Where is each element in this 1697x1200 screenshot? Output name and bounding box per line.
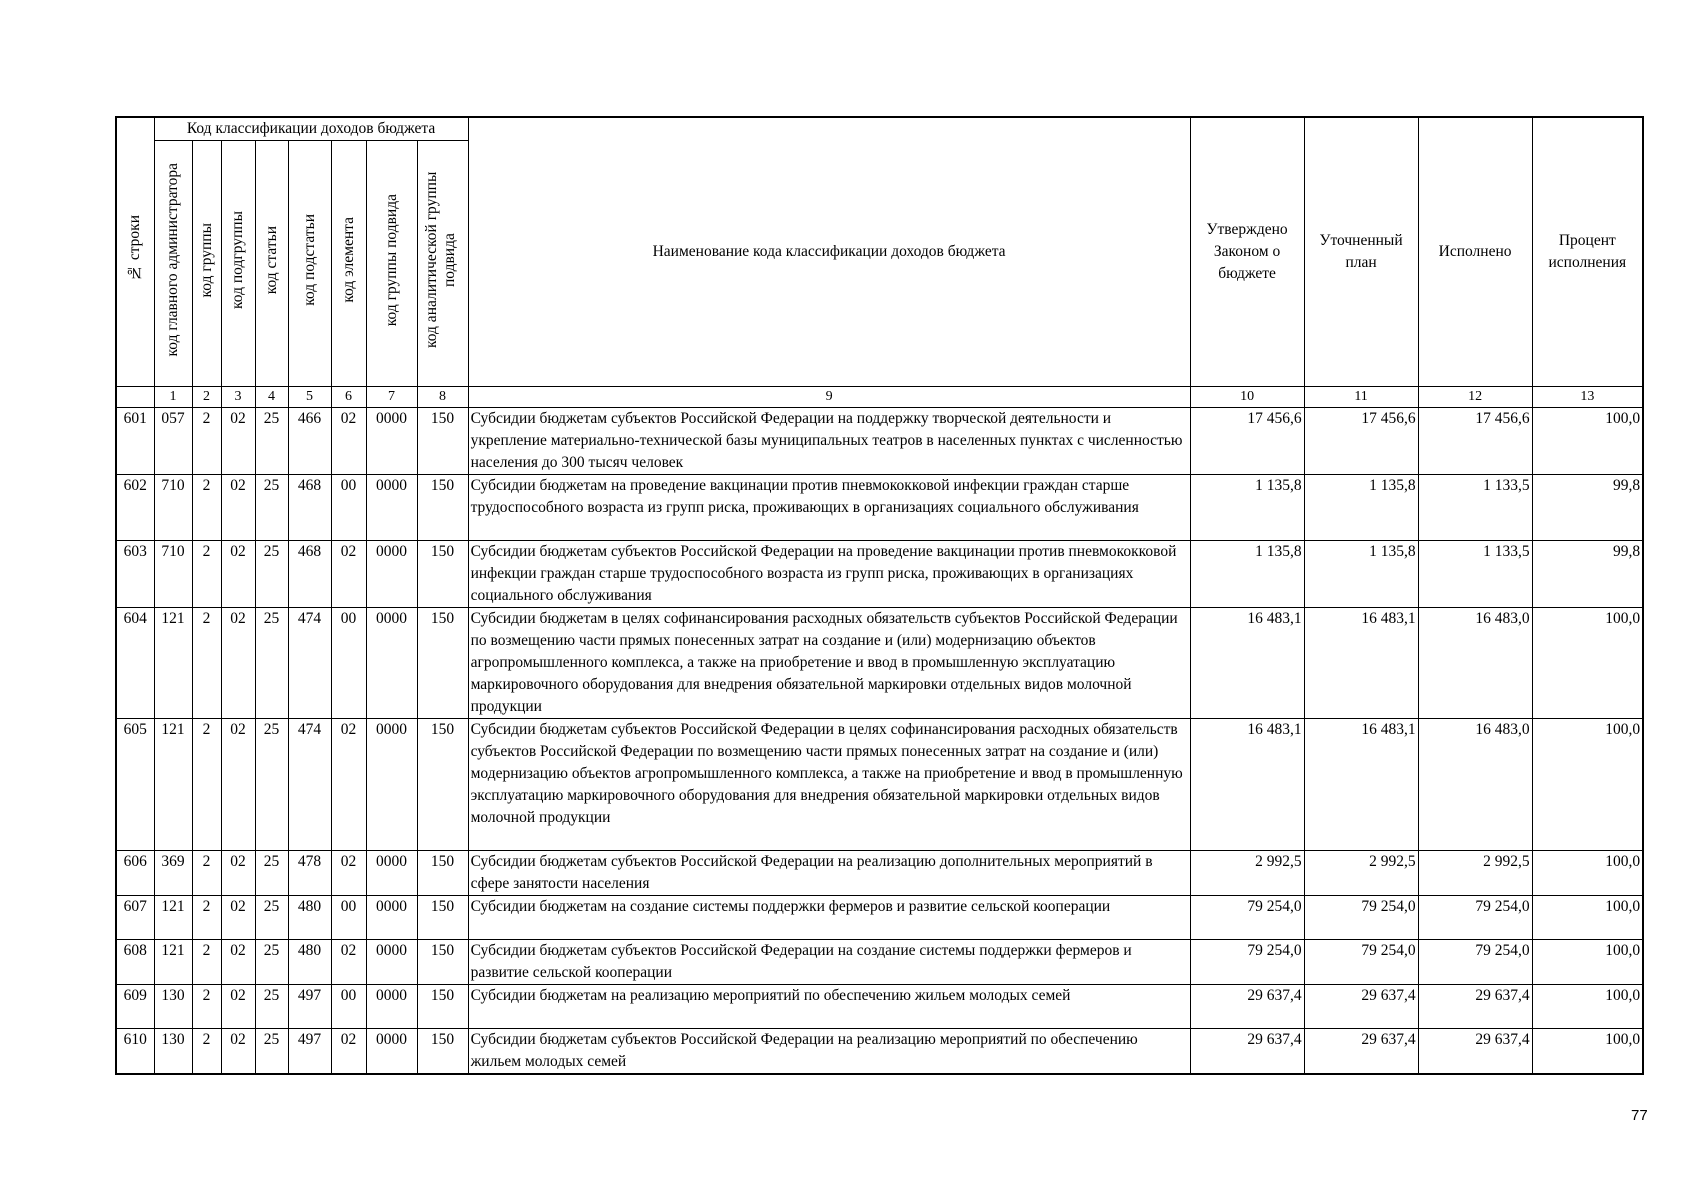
column-number: 3 bbox=[221, 387, 255, 408]
code-element: 00 bbox=[331, 475, 366, 541]
code-group: 2 bbox=[192, 896, 221, 940]
column-number: 2 bbox=[192, 387, 221, 408]
code-subtype-group: 0000 bbox=[366, 985, 417, 1029]
code-admin: 130 bbox=[154, 1029, 192, 1075]
approved-value: 79 254,0 bbox=[1190, 896, 1304, 940]
income-name: Субсидии бюджетам в целях софинансирования расходных обязательств субъектов Российской Федерации по возмещению части прямых понесенных затрат на создание и (или) модернизацию объектов агропромышленного комплекса, а также на приобретение и ввод в промышленную эксплуатацию маркировочного оборудования для внедрения обязательной маркировки отдельных видов молочной продукции bbox=[468, 608, 1190, 719]
column-number: 5 bbox=[288, 387, 331, 408]
table-row bbox=[116, 896, 1643, 940]
code-element: 00 bbox=[331, 985, 366, 1029]
row-number: 606 bbox=[116, 851, 154, 896]
percent-value: 100,0 bbox=[1532, 985, 1643, 1029]
income-name: Субсидии бюджетам субъектов Российской Федерации в целях софинансирования расходных обязательств субъектов Российской Федерации по возмещению части прямых понесенных затрат на создание и (или) модернизацию объектов агропромышленного комплекса, а также на приобретение и ввод в промышленную эксплуатацию маркировочного оборудования для внедрения обязательной маркировки отдельных видов молочной продукции bbox=[468, 719, 1190, 851]
header-code-analytic-group bbox=[417, 141, 468, 387]
percent-value: 100,0 bbox=[1532, 896, 1643, 940]
row-number: 610 bbox=[116, 1029, 154, 1075]
header-row-number bbox=[116, 117, 154, 387]
executed-value: 16 483,0 bbox=[1418, 608, 1532, 719]
code-element: 02 bbox=[331, 719, 366, 851]
code-subtype-group: 0000 bbox=[366, 608, 417, 719]
code-subgroup: 02 bbox=[221, 896, 255, 940]
code-element: 02 bbox=[331, 541, 366, 608]
row-number: 603 bbox=[116, 541, 154, 608]
code-article: 25 bbox=[255, 851, 288, 896]
code-group: 2 bbox=[192, 541, 221, 608]
code-analytic-group: 150 bbox=[417, 896, 468, 940]
percent-value: 99,8 bbox=[1532, 541, 1643, 608]
refined-value: 16 483,1 bbox=[1304, 608, 1418, 719]
code-group: 2 bbox=[192, 851, 221, 896]
table-row bbox=[116, 475, 1643, 541]
code-article: 25 bbox=[255, 408, 288, 475]
table-row bbox=[116, 985, 1643, 1029]
income-name: Субсидии бюджетам на проведение вакцинации против пневмококковой инфекции граждан старше трудоспособного возраста из групп риска, проживающих в организациях социального обслуживания bbox=[468, 475, 1190, 541]
code-admin: 710 bbox=[154, 475, 192, 541]
refined-value: 29 637,4 bbox=[1304, 985, 1418, 1029]
code-analytic-group: 150 bbox=[417, 475, 468, 541]
budget-income-table bbox=[115, 116, 1644, 1075]
income-name: Субсидии бюджетам субъектов Российской Федерации на реализацию дополнительных мероприятий в сфере занятости населения bbox=[468, 851, 1190, 896]
code-subarticle: 474 bbox=[288, 719, 331, 851]
code-admin: 121 bbox=[154, 608, 192, 719]
column-number: 13 bbox=[1532, 387, 1643, 408]
code-article: 25 bbox=[255, 541, 288, 608]
row-number: 601 bbox=[116, 408, 154, 475]
refined-value: 17 456,6 bbox=[1304, 408, 1418, 475]
approved-value: 17 456,6 bbox=[1190, 408, 1304, 475]
row-number: 605 bbox=[116, 719, 154, 851]
percent-value: 100,0 bbox=[1532, 608, 1643, 719]
code-analytic-group: 150 bbox=[417, 851, 468, 896]
column-number: 6 bbox=[331, 387, 366, 408]
executed-value: 29 637,4 bbox=[1418, 1029, 1532, 1075]
approved-value: 2 992,5 bbox=[1190, 851, 1304, 896]
code-subgroup: 02 bbox=[221, 1029, 255, 1075]
code-subtype-group: 0000 bbox=[366, 541, 417, 608]
code-subtype-group: 0000 bbox=[366, 475, 417, 541]
percent-value: 100,0 bbox=[1532, 719, 1643, 851]
code-element: 00 bbox=[331, 896, 366, 940]
code-group: 2 bbox=[192, 985, 221, 1029]
header-approved: Утверждено Законом о бюджете bbox=[1190, 117, 1304, 387]
income-name: Субсидии бюджетам на реализацию мероприятий по обеспечению жильем молодых семей bbox=[468, 985, 1190, 1029]
column-number: 9 bbox=[468, 387, 1190, 408]
approved-value: 16 483,1 bbox=[1190, 719, 1304, 851]
executed-value: 17 456,6 bbox=[1418, 408, 1532, 475]
approved-value: 1 135,8 bbox=[1190, 475, 1304, 541]
table-row bbox=[116, 408, 1643, 475]
code-admin: 369 bbox=[154, 851, 192, 896]
header-code-admin bbox=[154, 141, 192, 387]
header-code-group-col bbox=[192, 141, 221, 387]
refined-value: 79 254,0 bbox=[1304, 896, 1418, 940]
header-code-group-label: код группы bbox=[197, 222, 215, 298]
code-admin: 121 bbox=[154, 719, 192, 851]
code-subgroup: 02 bbox=[221, 985, 255, 1029]
code-admin: 057 bbox=[154, 408, 192, 475]
code-admin: 130 bbox=[154, 985, 192, 1029]
code-article: 25 bbox=[255, 719, 288, 851]
code-analytic-group: 150 bbox=[417, 408, 468, 475]
code-subgroup: 02 bbox=[221, 719, 255, 851]
income-name: Субсидии бюджетам субъектов Российской Федерации на поддержку творческой деятельности и укрепление материально-технической базы муниципальных театров в населенных пунктах с численностью населения до 300 тысяч человек bbox=[468, 408, 1190, 475]
approved-value: 1 135,8 bbox=[1190, 541, 1304, 608]
code-subarticle: 468 bbox=[288, 541, 331, 608]
executed-value: 1 133,5 bbox=[1418, 475, 1532, 541]
refined-value: 1 135,8 bbox=[1304, 541, 1418, 608]
row-number: 608 bbox=[116, 940, 154, 985]
code-subarticle: 466 bbox=[288, 408, 331, 475]
table-row bbox=[116, 940, 1643, 985]
code-subgroup: 02 bbox=[221, 541, 255, 608]
code-admin: 121 bbox=[154, 940, 192, 985]
code-subarticle: 478 bbox=[288, 851, 331, 896]
code-element: 02 bbox=[331, 408, 366, 475]
row-number: 604 bbox=[116, 608, 154, 719]
refined-value: 1 135,8 bbox=[1304, 475, 1418, 541]
code-article: 25 bbox=[255, 1029, 288, 1075]
percent-value: 99,8 bbox=[1532, 475, 1643, 541]
header-code-analytic-group-label: код аналитической группы подвида bbox=[422, 171, 458, 349]
code-subgroup: 02 bbox=[221, 475, 255, 541]
header-code-subtype-group bbox=[366, 141, 417, 387]
income-name: Субсидии бюджетам на создание системы поддержки фермеров и развитие сельской кооперации bbox=[468, 896, 1190, 940]
approved-value: 29 637,4 bbox=[1190, 1029, 1304, 1075]
column-number: 12 bbox=[1418, 387, 1532, 408]
header-code-subgroup-label: код подгруппы bbox=[229, 211, 246, 309]
income-name: Субсидии бюджетам субъектов Российской Федерации на проведение вакцинации против пневмококковой инфекции граждан старше трудоспособного возраста из групп риска, проживающих в организациях социального обслуживания bbox=[468, 541, 1190, 608]
code-group: 2 bbox=[192, 940, 221, 985]
code-subgroup: 02 bbox=[221, 608, 255, 719]
header-code-subarticle bbox=[288, 141, 331, 387]
code-group: 2 bbox=[192, 719, 221, 851]
header-code-subtype-group-label: код группы подвида bbox=[382, 193, 400, 327]
code-subtype-group: 0000 bbox=[366, 719, 417, 851]
header-code-subgroup bbox=[221, 141, 255, 387]
header-code-element-label: код элемента bbox=[339, 217, 357, 303]
refined-value: 79 254,0 bbox=[1304, 940, 1418, 985]
header-code-admin-label: код главного администратора bbox=[164, 163, 181, 357]
column-number: 8 bbox=[417, 387, 468, 408]
header-code-article bbox=[255, 141, 288, 387]
code-subarticle: 468 bbox=[288, 475, 331, 541]
column-number: 11 bbox=[1304, 387, 1418, 408]
approved-value: 16 483,1 bbox=[1190, 608, 1304, 719]
code-subarticle: 480 bbox=[288, 940, 331, 985]
code-subtype-group: 0000 bbox=[366, 851, 417, 896]
code-group: 2 bbox=[192, 475, 221, 541]
code-group: 2 bbox=[192, 1029, 221, 1075]
code-group: 2 bbox=[192, 408, 221, 475]
table-body bbox=[116, 408, 1643, 1075]
percent-value: 100,0 bbox=[1532, 408, 1643, 475]
code-analytic-group: 150 bbox=[417, 985, 468, 1029]
approved-value: 29 637,4 bbox=[1190, 985, 1304, 1029]
header-executed: Исполнено bbox=[1418, 117, 1532, 387]
code-subarticle: 497 bbox=[288, 1029, 331, 1075]
code-subtype-group: 0000 bbox=[366, 1029, 417, 1075]
code-subgroup: 02 bbox=[221, 940, 255, 985]
code-article: 25 bbox=[255, 475, 288, 541]
row-number: 609 bbox=[116, 985, 154, 1029]
income-name: Субсидии бюджетам субъектов Российской Федерации на создание системы поддержки фермеров и развитие сельской кооперации bbox=[468, 940, 1190, 985]
percent-value: 100,0 bbox=[1532, 1029, 1643, 1075]
table-row bbox=[116, 1029, 1643, 1075]
column-number: 1 bbox=[154, 387, 192, 408]
refined-value: 29 637,4 bbox=[1304, 1029, 1418, 1075]
code-subarticle: 497 bbox=[288, 985, 331, 1029]
code-analytic-group: 150 bbox=[417, 1029, 468, 1075]
code-subtype-group: 0000 bbox=[366, 408, 417, 475]
code-element: 02 bbox=[331, 1029, 366, 1075]
row-number: 607 bbox=[116, 896, 154, 940]
code-article: 25 bbox=[255, 896, 288, 940]
column-number: 10 bbox=[1190, 387, 1304, 408]
code-subgroup: 02 bbox=[221, 851, 255, 896]
code-analytic-group: 150 bbox=[417, 940, 468, 985]
executed-value: 79 254,0 bbox=[1418, 896, 1532, 940]
column-number-row bbox=[116, 387, 1643, 408]
header-code-group: Код классификации доходов бюджета bbox=[154, 117, 468, 141]
percent-value: 100,0 bbox=[1532, 851, 1643, 896]
percent-value: 100,0 bbox=[1532, 940, 1643, 985]
header-code-element bbox=[331, 141, 366, 387]
executed-value: 29 637,4 bbox=[1418, 985, 1532, 1029]
table-row bbox=[116, 719, 1643, 851]
column-number-blank bbox=[116, 387, 154, 408]
executed-value: 1 133,5 bbox=[1418, 541, 1532, 608]
header-code-article-label: код статьи bbox=[262, 225, 280, 295]
header-name: Наименование кода классификации доходов бюджета bbox=[468, 117, 1190, 387]
executed-value: 16 483,0 bbox=[1418, 719, 1532, 851]
approved-value: 79 254,0 bbox=[1190, 940, 1304, 985]
code-admin: 121 bbox=[154, 896, 192, 940]
row-number: 602 bbox=[116, 475, 154, 541]
code-admin: 710 bbox=[154, 541, 192, 608]
header-percent: Процент исполнения bbox=[1532, 117, 1643, 387]
header-code-subarticle-label: код подстатьи bbox=[300, 214, 318, 306]
code-subarticle: 474 bbox=[288, 608, 331, 719]
table-row bbox=[116, 608, 1643, 719]
code-article: 25 bbox=[255, 985, 288, 1029]
executed-value: 2 992,5 bbox=[1418, 851, 1532, 896]
code-element: 00 bbox=[331, 608, 366, 719]
refined-value: 16 483,1 bbox=[1304, 719, 1418, 851]
page-number: 77 bbox=[1631, 1107, 1648, 1124]
income-name: Субсидии бюджетам субъектов Российской Федерации на реализацию мероприятий по обеспечению жильем молодых семей bbox=[468, 1029, 1190, 1075]
code-group: 2 bbox=[192, 608, 221, 719]
code-subarticle: 480 bbox=[288, 896, 331, 940]
code-article: 25 bbox=[255, 940, 288, 985]
code-subgroup: 02 bbox=[221, 408, 255, 475]
table-row bbox=[116, 541, 1643, 608]
code-element: 02 bbox=[331, 851, 366, 896]
executed-value: 79 254,0 bbox=[1418, 940, 1532, 985]
refined-value: 2 992,5 bbox=[1304, 851, 1418, 896]
code-subtype-group: 0000 bbox=[366, 896, 417, 940]
header-row-number-label: № строки bbox=[126, 215, 144, 282]
code-analytic-group: 150 bbox=[417, 541, 468, 608]
table-row bbox=[116, 851, 1643, 896]
header-refined: Уточненный план bbox=[1304, 117, 1418, 387]
code-analytic-group: 150 bbox=[417, 719, 468, 851]
code-analytic-group: 150 bbox=[417, 608, 468, 719]
code-article: 25 bbox=[255, 608, 288, 719]
code-subtype-group: 0000 bbox=[366, 940, 417, 985]
column-number: 4 bbox=[255, 387, 288, 408]
column-number: 7 bbox=[366, 387, 417, 408]
code-element: 02 bbox=[331, 940, 366, 985]
